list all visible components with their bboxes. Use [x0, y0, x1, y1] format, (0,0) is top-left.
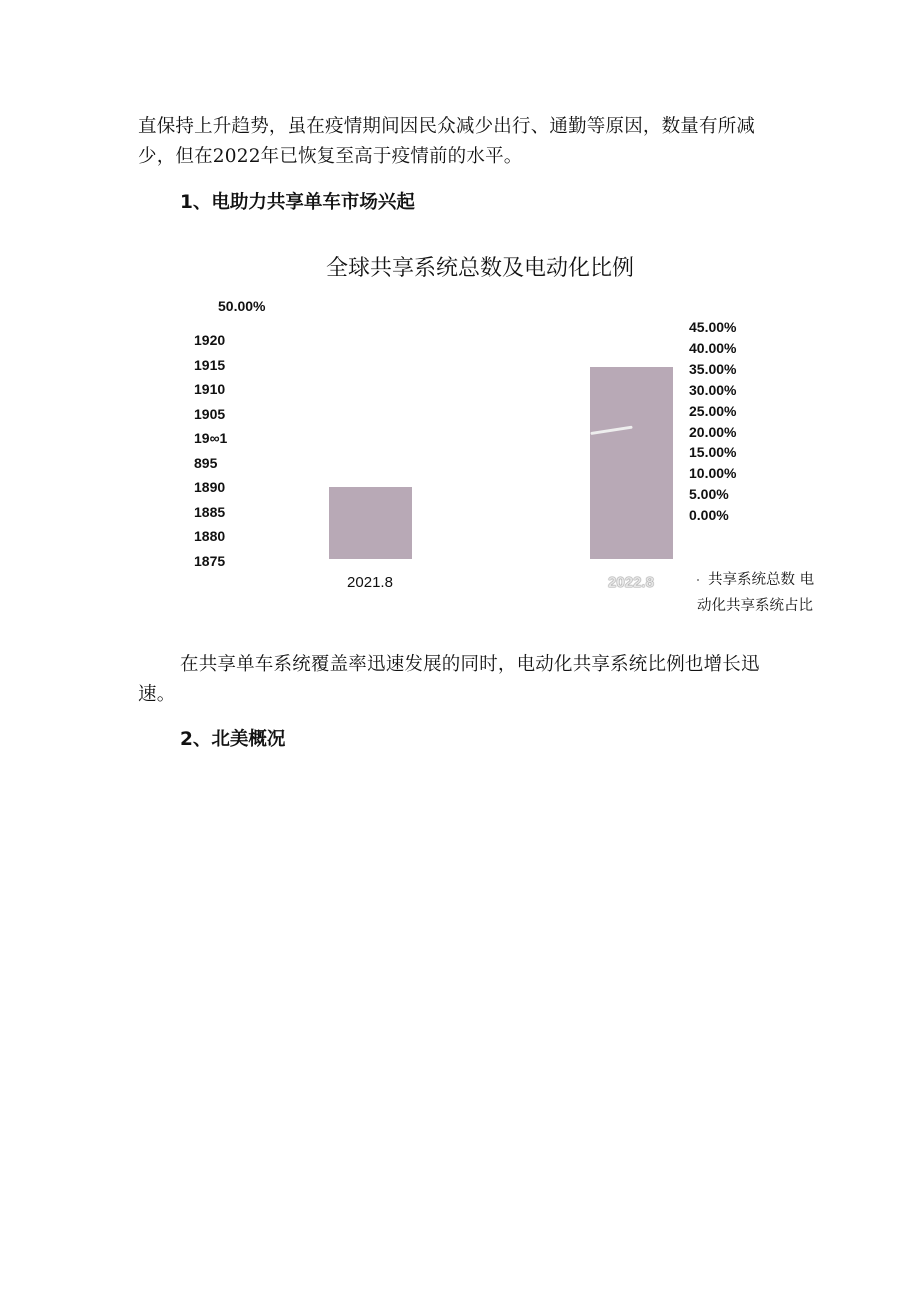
left-axis-tick: 1885 — [194, 503, 226, 520]
right-axis-tick: 15.00% — [689, 444, 737, 461]
right-axis-tick: 5.00% — [689, 486, 729, 503]
category-label-2022-8: 2022.8 — [608, 574, 654, 591]
chart-title: 全球共享系统总数及电动化比例 — [325, 256, 634, 281]
paragraph-electrification-line-2: 速。 — [138, 684, 176, 705]
right-axis-tick: 30.00% — [689, 381, 737, 398]
right-axis-tick: 0.00% — [689, 507, 729, 524]
paragraph-electrification — [138, 650, 828, 710]
left-axis-tick: 1905 — [194, 405, 226, 422]
left-axis-tick: 1915 — [194, 356, 226, 373]
left-axis-tick: 1910 — [194, 381, 226, 397]
left-axis-tick: 895 — [194, 454, 218, 471]
right-axis-tick: 10.00% — [689, 465, 737, 482]
right-axis-tick: 25.00% — [689, 402, 737, 419]
section-heading-north-america: 2、北美概况 — [180, 729, 286, 750]
section-heading-e-bike: 1、电助力共享单车市场兴起 — [180, 192, 415, 213]
right-axis-tick: 45.00% — [689, 319, 737, 335]
left-axis-tick: 1875 — [194, 552, 226, 569]
left-axis-tick: 1880 — [194, 528, 226, 544]
line-series-electrification-ratio — [592, 427, 631, 433]
right-axis-tick: 40.00% — [689, 339, 737, 356]
category-label-2021-8: 2021.8 — [347, 574, 393, 591]
paragraph-intro-line-2: 少，但在2022年已恢复至高于疫情前的水平。 — [138, 146, 523, 167]
legend-marker — [697, 579, 699, 581]
paragraph-intro-line-1: 直保持上升趋势，虽在疫情期间因民众减少出行、通勤等原因，数量有所减 — [138, 116, 756, 137]
paragraph-electrification-line-1: 在共享单车系统覆盖率迅速发展的同时，电动化共享系统比例也增长迅 — [180, 654, 760, 675]
left-axis-tick: 19∞1 — [194, 430, 228, 446]
legend-line-1: 共享系统总数 电 — [708, 572, 815, 588]
right-axis-tick: 35.00% — [689, 360, 737, 377]
left-axis-tick: 1890 — [194, 479, 226, 495]
left-axis-tick: 1920 — [194, 332, 226, 348]
legend-line-2: 动化共享系统占比 — [697, 598, 813, 614]
left-axis-top-label: 50.00% — [218, 298, 266, 314]
right-axis-tick: 20.00% — [689, 423, 737, 440]
